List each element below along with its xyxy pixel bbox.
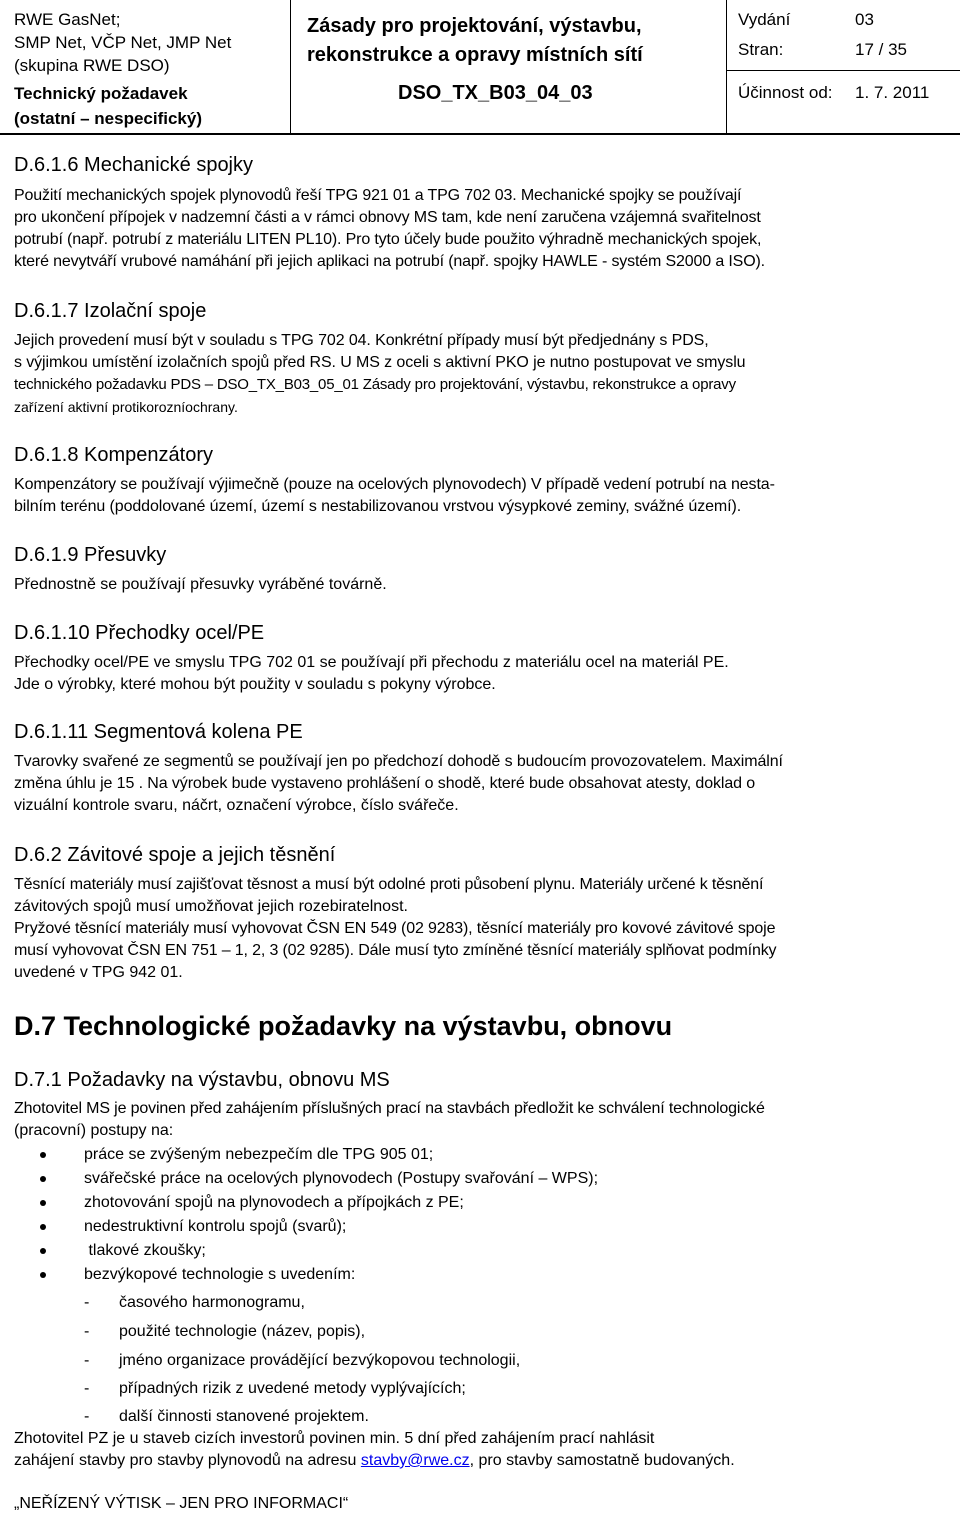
- text-line: (pracovní) postupy na:: [14, 1122, 174, 1139]
- uncontrolled-copy-notice: „NEŘÍZENÝ VÝTISK – JEN PRO INFORMACI“: [14, 1495, 349, 1512]
- text-line: Přednostně se používají přesuvky vyráběné továrně.: [14, 576, 387, 593]
- text-line: [14, 1450, 946, 1472]
- list-item-text: jméno organizace provádějící bezvýkopovou technologii,: [119, 1352, 521, 1369]
- company-line: SMP Net, VČP Net, JMP Net: [14, 33, 232, 52]
- section-heading: D.6.1.7 Izolační spoje: [14, 300, 207, 322]
- document-title: [307, 12, 643, 70]
- effective-label: Účinnost od:: [738, 83, 833, 102]
- text-line: Těsnící materiály musí zajišťovat těsnost a musí být odolné proti působení plynu. Materiály určené k těsnění: [14, 876, 764, 893]
- text-line: s výjimkou umístění izolačních spojů před RS. U MS z oceli s aktivní PKO je nutno postupovat ve smyslu: [14, 354, 746, 371]
- document-title-line: rekonstrukce a opravy místních sítí: [307, 44, 643, 66]
- text-line: které nevytváří vrubové namáhání při jejich aplikaci na potrubí (např. spojky HAWLE - systém S2000 a ISO).: [14, 253, 765, 270]
- section-heading: D.6.2 Závitové spoje a jejich těsnění: [14, 844, 336, 866]
- text-line: bilním terénu (poddolované území, území s nestabilizovanou vrstvou výsypkové zeminy, svážné území).: [14, 498, 742, 515]
- header-divider: [726, 0, 727, 134]
- company-block: [14, 8, 231, 77]
- section-heading: D.7.1 Požadavky na výstavbu, obnovu MS: [14, 1069, 390, 1091]
- text-line: potrubí (např. potrubí z materiálu LITEN PL10). Pro tyto účely bude použito výhradně mechanických spojek,: [14, 231, 762, 248]
- list-item-text: práce se zvýšeným nebezpečím dle TPG 905 01;: [84, 1146, 434, 1163]
- bullet-icon: [40, 1224, 46, 1230]
- chapter-heading: D.7 Technologické požadavky na výstavbu, obnovu: [14, 1011, 673, 1041]
- text-line: Pryžové těsnící materiály musí vyhovovat ČSN EN 549 (02 9283), těsnící materiály pro kovové závitové spoje: [14, 920, 776, 937]
- document-type-line: (ostatní – nespecifický): [14, 109, 203, 128]
- text-line: Tvarovky svařené ze segmentů se používají jen po předchozí dohodě s budoucím provozovatelem. Maximální: [14, 753, 783, 770]
- bullet-icon: [40, 1248, 46, 1254]
- text-line: Použití mechanických spojek plynovodů řeší TPG 921 01 a TPG 702 03. Mechanické spojky se používají: [14, 187, 742, 204]
- text-line: musí vyhovovat ČSN EN 751 – 1, 2, 3 (02 9285). Dále musí tyto zmíněné těsnící materiály splňovat podmínky: [14, 942, 777, 959]
- bullet-icon: [40, 1176, 46, 1182]
- dash-marker: -: [84, 1323, 90, 1340]
- list-item-text: zhotovování spojů na plynovodech a přípojkách z PE;: [84, 1194, 464, 1211]
- bullet-icon: [40, 1152, 46, 1158]
- section-heading: D.6.1.9 Přesuvky: [14, 544, 167, 566]
- edition-value: 03: [855, 10, 874, 29]
- section-heading: D.6.1.11 Segmentová kolena PE: [14, 721, 303, 743]
- dash-marker: -: [84, 1408, 90, 1425]
- text-line: Zhotovitel MS je povinen před zahájením příslušných prací na stavbách předložit ke schválení technologické: [14, 1100, 765, 1117]
- section-body: [14, 574, 946, 596]
- section-body: [14, 751, 946, 817]
- list-item-text: použité technologie (název, popis),: [119, 1323, 366, 1340]
- effective-value: 1. 7. 2011: [855, 83, 930, 102]
- text-line: zařízení aktivní protikorozníochrany.: [14, 399, 238, 415]
- text-line: závitových spojů musí umožňovat jejich rozebiratelnost.: [14, 898, 408, 915]
- text-line: pro ukončení přípojek v nadzemní části a v rámci obnovy MS tam, kde není zaručena vzájemná svařitelnost: [14, 209, 761, 226]
- dash-marker: -: [84, 1294, 90, 1311]
- text-fragment: , pro stavby samostatně budovaných.: [469, 1452, 735, 1469]
- list-item-text: časového harmonogramu,: [119, 1294, 305, 1311]
- list-item-text: případných rizik z uvedené metody vyplývajících;: [119, 1380, 466, 1397]
- document-code: DSO_TX_B03_04_03: [398, 82, 593, 104]
- pages-value: 17 / 35: [855, 40, 907, 59]
- section-heading: D.6.1.6 Mechanické spojky: [14, 154, 254, 176]
- section-heading: D.6.1.8 Kompenzátory: [14, 444, 213, 466]
- list-item-text: nedestruktivní kontrolu spojů (svarů);: [84, 1218, 347, 1235]
- section-body: [14, 1098, 946, 1142]
- text-line: změna úhlu je 15 . Na výrobek bude vystaveno prohlášení o shodě, které bude obsahovat atesty, doklad o: [14, 775, 756, 792]
- section-body: [14, 330, 946, 418]
- text-line: technického požadavku PDS – DSO_TX_B03_05_01 Zásady pro projektování, výstavbu, rekonstrukce a opravy: [14, 376, 736, 393]
- text-line: Zhotovitel PZ je u staveb cizích investorů povinen min. 5 dní před zahájením prací nahlásit: [14, 1430, 655, 1447]
- section-heading: D.6.1.10 Přechodky ocel/PE: [14, 622, 265, 644]
- text-line: Přechodky ocel/PE ve smyslu TPG 702 01 se používají při přechodu z materiálu ocel na materiál PE.: [14, 654, 729, 671]
- list-item-text: další činnosti stanovené projektem.: [119, 1408, 369, 1425]
- document-title-line: Zásady pro projektování, výstavbu,: [307, 15, 642, 37]
- text-line: uvedené v TPG 942 01.: [14, 964, 183, 981]
- bullet-icon: [40, 1200, 46, 1206]
- email-link[interactable]: stavby@rwe.cz: [360, 1452, 470, 1469]
- company-line: (skupina RWE DSO): [14, 56, 170, 75]
- section-body: [14, 185, 946, 273]
- dash-marker: -: [84, 1380, 90, 1397]
- header-divider: [726, 70, 960, 71]
- dash-marker: -: [84, 1352, 90, 1369]
- header-bottom-rule: [0, 133, 960, 135]
- section-body: [14, 474, 946, 518]
- text-line: Jde o výrobky, které mohou být použity v souladu s pokyny výrobce.: [14, 676, 496, 693]
- text-line: Kompenzátory se používají výjimečně (pouze na ocelových plynovodech) V případě vedení potrubí na nesta-: [14, 476, 775, 493]
- text-line: vizuální kontrole svaru, náčrt, označení výrobce, číslo svářeče.: [14, 797, 459, 814]
- section-body: [14, 874, 946, 984]
- company-line: RWE GasNet;: [14, 10, 121, 29]
- list-item-text: svářečské práce na ocelových plynovodech (Postupy svařování – WPS);: [84, 1170, 599, 1187]
- edition-label: Vydání: [738, 10, 791, 29]
- document-type-line: Technický požadavek: [14, 84, 188, 103]
- header-divider: [290, 0, 291, 134]
- bullet-icon: [40, 1272, 46, 1278]
- text-fragment: zahájení stavby pro stavby plynovodů na adresu: [14, 1452, 361, 1469]
- closing-paragraph: [14, 1428, 946, 1472]
- list-item-text: bezvýkopové technologie s uvedením:: [84, 1266, 356, 1283]
- document-type: [14, 81, 202, 131]
- section-body: [14, 652, 946, 696]
- pages-label: Stran:: [738, 40, 784, 59]
- text-line: Jejich provedení musí být v souladu s TPG 702 04. Konkrétní případy musí být předjednány s PDS,: [14, 332, 709, 349]
- list-item-text: tlakové zkoušky;: [84, 1242, 206, 1259]
